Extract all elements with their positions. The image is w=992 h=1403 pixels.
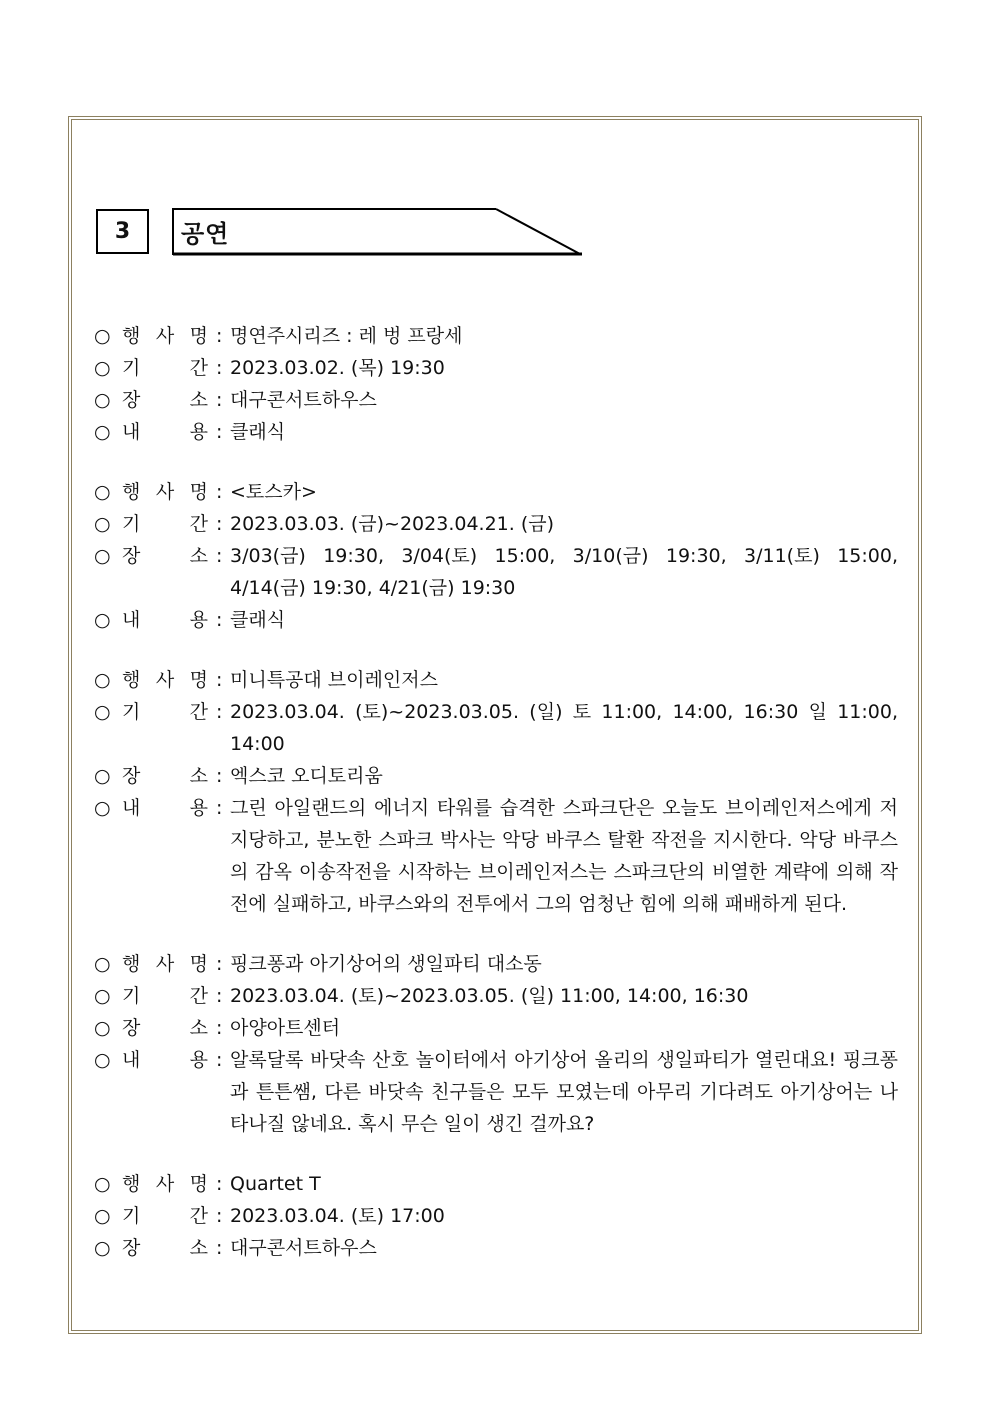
- field-label: [122, 980, 216, 1012]
- event-period-row: [94, 352, 898, 384]
- event-name-row: [94, 948, 898, 980]
- field-label: [122, 604, 216, 636]
- field-colon: :: [216, 953, 223, 975]
- field-label-char: 행: [122, 325, 141, 347]
- field-colon: :: [216, 797, 223, 819]
- circle-bullet-icon: ○: [94, 953, 111, 975]
- field-label-char: 기: [122, 701, 141, 723]
- field-colon: :: [216, 701, 223, 723]
- event-content-row: [94, 604, 898, 636]
- event-period-row: [94, 1200, 898, 1232]
- circle-bullet-icon: ○: [94, 1237, 111, 1259]
- event-place-row: [94, 1232, 898, 1264]
- field-label-char: 장: [122, 1237, 141, 1259]
- field-label-char: 명: [189, 481, 208, 503]
- field-colon: :: [216, 609, 223, 631]
- field-label-char: 기: [122, 1205, 141, 1227]
- field-label: [122, 508, 216, 540]
- event-place-row: [94, 1012, 898, 1044]
- field-label-char: 간: [189, 701, 208, 723]
- event-name: <토스카>: [230, 481, 317, 503]
- event-period-row: [94, 696, 898, 760]
- field-label-char: 장: [122, 1017, 141, 1039]
- field-label-char: 사: [155, 669, 175, 691]
- field-label: [122, 1232, 216, 1264]
- section-number: 3: [96, 209, 149, 254]
- event-content-row: [94, 416, 898, 448]
- field-label: [122, 540, 216, 572]
- event-place: 대구콘서트하우스: [230, 389, 377, 411]
- field-colon: :: [216, 325, 223, 347]
- section-title-tab: [172, 208, 584, 256]
- circle-bullet-icon: ○: [94, 765, 111, 787]
- field-colon: :: [216, 1237, 223, 1259]
- field-label: [122, 948, 216, 980]
- field-label-char: 명: [189, 669, 208, 691]
- event-list: [94, 320, 898, 1292]
- event-period: 2023.03.04. (토)~2023.03.05. (일) 토 11:00, 14:00, 16:30 일 11:00, 14:00: [230, 701, 898, 755]
- field-colon: :: [216, 481, 223, 503]
- field-label-char: 소: [189, 1017, 208, 1039]
- event-name: 핑크퐁과 아기상어의 생일파티 대소동: [230, 953, 542, 975]
- field-colon: :: [216, 765, 223, 787]
- event-content: 알록달록 바닷속 산호 놀이터에서 아기상어 올리의 생일파티가 열린대요! 핑크퐁과 튼튼쌤, 다른 바닷속 친구들은 모두 모였는데 아무리 기다려도 아기상어는 나타나질 않네요. 혹시 무슨 일이 생긴 걸까요?: [230, 1049, 898, 1135]
- event-place-row: [94, 540, 898, 604]
- section-title: 공연: [181, 219, 230, 248]
- field-colon: :: [216, 1049, 223, 1071]
- circle-bullet-icon: ○: [94, 1017, 111, 1039]
- field-label-char: 명: [189, 953, 208, 975]
- field-label-char: 내: [122, 1049, 141, 1071]
- event-item: [94, 320, 898, 448]
- field-colon: :: [216, 669, 223, 691]
- field-colon: :: [216, 357, 223, 379]
- field-label-char: 장: [122, 389, 141, 411]
- field-label: [122, 416, 216, 448]
- field-label: [122, 760, 216, 792]
- circle-bullet-icon: ○: [94, 669, 111, 691]
- field-label-char: 용: [189, 609, 208, 631]
- field-label-char: 간: [189, 357, 208, 379]
- circle-bullet-icon: ○: [94, 1049, 111, 1071]
- field-label: [122, 384, 216, 416]
- field-label-char: 장: [122, 765, 141, 787]
- field-label-char: 명: [189, 325, 208, 347]
- field-label: [122, 320, 216, 352]
- field-label-char: 기: [122, 513, 141, 535]
- field-label-char: 사: [155, 1173, 175, 1195]
- event-name-row: [94, 476, 898, 508]
- circle-bullet-icon: ○: [94, 797, 111, 819]
- event-name: 명연주시리즈 : 레 벙 프랑세: [230, 325, 463, 347]
- field-colon: :: [216, 985, 223, 1007]
- field-colon: :: [216, 545, 223, 567]
- event-name: 미니특공대 브이레인저스: [230, 669, 438, 691]
- field-label-char: 장: [122, 545, 141, 567]
- event-place: 대구콘서트하우스: [230, 1237, 377, 1259]
- circle-bullet-icon: ○: [94, 545, 111, 567]
- event-item: [94, 1168, 898, 1264]
- field-label: [122, 1168, 216, 1200]
- event-content: 그린 아일랜드의 에너지 타워를 습격한 스파크단은 오늘도 브이레인저스에게 저지당하고, 분노한 스파크 박사는 악당 바쿠스 탈환 작전을 지시한다. 악당 바쿠스의 감옥 이송작전을 시작하는 브이레인저스는 스파크단의 비열한 계략에 의해 작전에 실패하고, 바쿠스와의 전투에서 그의 엄청난 힘에 의해 패배하게 된다.: [230, 797, 898, 915]
- field-label-char: 명: [189, 1173, 208, 1195]
- field-label-char: 행: [122, 953, 141, 975]
- circle-bullet-icon: ○: [94, 357, 111, 379]
- event-content: 클래식: [230, 421, 286, 443]
- event-period-row: [94, 980, 898, 1012]
- circle-bullet-icon: ○: [94, 701, 111, 723]
- event-period: 2023.03.04. (토)~2023.03.05. (일) 11:00, 14:00, 16:30: [230, 985, 749, 1007]
- event-name: Quartet T: [230, 1173, 321, 1195]
- field-label: [122, 352, 216, 384]
- event-place: 아양아트센터: [230, 1017, 341, 1039]
- circle-bullet-icon: ○: [94, 985, 111, 1007]
- field-colon: :: [216, 1205, 223, 1227]
- field-label-char: 간: [189, 513, 208, 535]
- circle-bullet-icon: ○: [94, 1173, 111, 1195]
- field-label-char: 소: [189, 545, 208, 567]
- event-item: [94, 664, 898, 920]
- circle-bullet-icon: ○: [94, 481, 111, 503]
- field-label: [122, 476, 216, 508]
- field-label: [122, 696, 216, 728]
- circle-bullet-icon: ○: [94, 325, 111, 347]
- field-label: [122, 1012, 216, 1044]
- event-place-row: [94, 384, 898, 416]
- field-colon: :: [216, 389, 223, 411]
- event-period: 2023.03.04. (토) 17:00: [230, 1205, 445, 1227]
- field-label-char: 기: [122, 985, 141, 1007]
- event-item: [94, 948, 898, 1140]
- field-label: [122, 1044, 216, 1076]
- event-name-row: [94, 320, 898, 352]
- event-content: 클래식: [230, 609, 286, 631]
- field-label-char: 내: [122, 421, 141, 443]
- field-label-char: 용: [189, 421, 208, 443]
- field-label-char: 사: [155, 481, 175, 503]
- field-label-char: 행: [122, 669, 141, 691]
- field-label-char: 용: [189, 797, 208, 819]
- field-label-char: 간: [189, 1205, 208, 1227]
- event-period: 2023.03.02. (목) 19:30: [230, 357, 445, 379]
- field-label-char: 소: [189, 389, 208, 411]
- field-label-char: 용: [189, 1049, 208, 1071]
- circle-bullet-icon: ○: [94, 609, 111, 631]
- event-content-row: [94, 792, 898, 920]
- field-label-char: 소: [189, 765, 208, 787]
- field-label-char: 내: [122, 797, 141, 819]
- event-place: 3/03(금) 19:30, 3/04(토) 15:00, 3/10(금) 19:30, 3/11(토) 15:00, 4/14(금) 19:30, 4/21(금) 19:30: [230, 545, 898, 599]
- field-label-char: 내: [122, 609, 141, 631]
- event-item: [94, 476, 898, 636]
- field-label: [122, 792, 216, 824]
- field-colon: :: [216, 1173, 223, 1195]
- event-period: 2023.03.03. (금)~2023.04.21. (금): [230, 513, 555, 535]
- field-label-char: 소: [189, 1237, 208, 1259]
- field-colon: :: [216, 513, 223, 535]
- field-label-char: 사: [155, 325, 175, 347]
- circle-bullet-icon: ○: [94, 389, 111, 411]
- circle-bullet-icon: ○: [94, 421, 111, 443]
- field-colon: :: [216, 421, 223, 443]
- event-period-row: [94, 508, 898, 540]
- field-label-char: 사: [155, 953, 175, 975]
- circle-bullet-icon: ○: [94, 513, 111, 535]
- field-label: [122, 1200, 216, 1232]
- event-place-row: [94, 760, 898, 792]
- circle-bullet-icon: ○: [94, 1205, 111, 1227]
- field-label-char: 행: [122, 481, 141, 503]
- field-label-char: 간: [189, 985, 208, 1007]
- event-name-row: [94, 1168, 898, 1200]
- event-name-row: [94, 664, 898, 696]
- field-colon: :: [216, 1017, 223, 1039]
- field-label: [122, 664, 216, 696]
- field-label-char: 기: [122, 357, 141, 379]
- event-content-row: [94, 1044, 898, 1140]
- field-label-char: 행: [122, 1173, 141, 1195]
- event-place: 엑스코 오디토리움: [230, 765, 383, 787]
